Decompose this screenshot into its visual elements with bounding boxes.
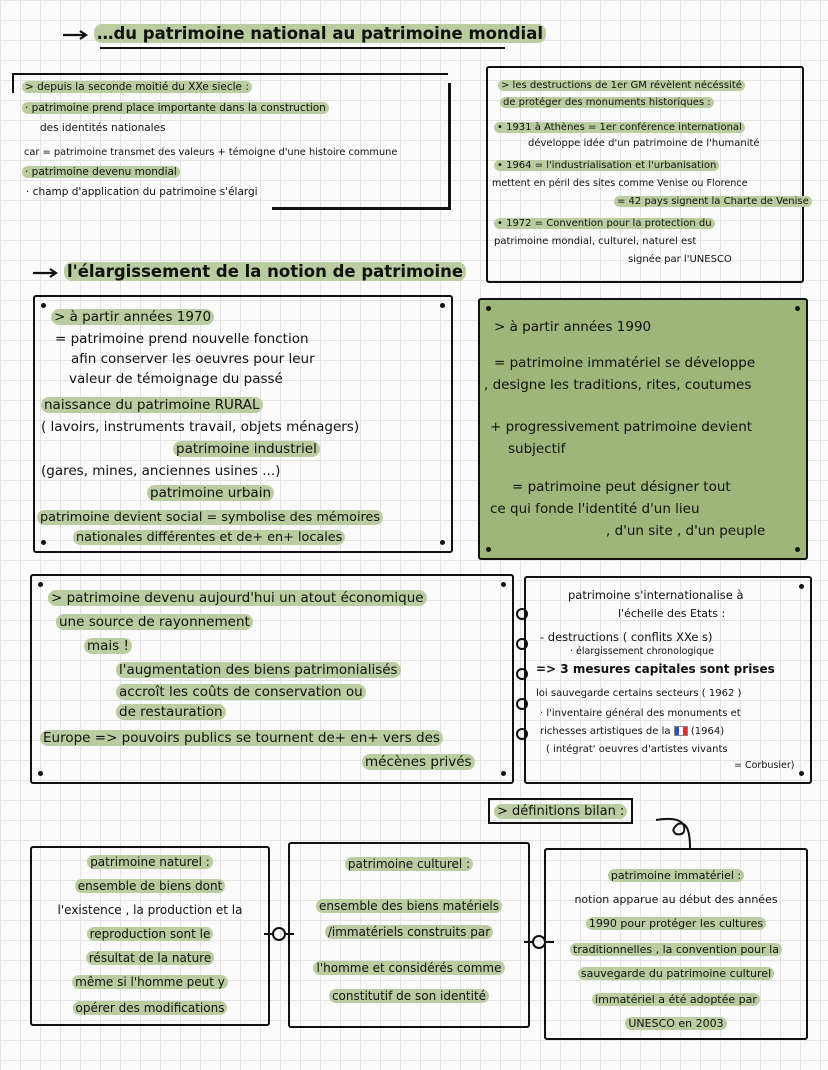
- inter-line-9: ( intégrat' oeuvres d'artistes vivants: [546, 744, 728, 755]
- history-line-9: patrimoine mondial, culturel, naturel est: [494, 236, 697, 247]
- naturel-line-5: même si l'homme peut y: [72, 975, 228, 989]
- spiral-ring-icon: [516, 728, 528, 740]
- box-1970-line-4: valeur de témoignage du passé: [69, 371, 283, 387]
- history-line-5: • 1964 = l'industrialisation et l'urbanisation: [494, 160, 719, 171]
- definition-naturel: [30, 846, 270, 1026]
- section-heading-2: [32, 262, 466, 281]
- eco-line-7: Europe => pouvoirs publics se tournent de+ en+ vers des: [40, 730, 443, 746]
- history-box: [486, 66, 809, 283]
- intro-line-3: des identités nationales: [40, 122, 166, 134]
- box-1990-line-5: subjectif: [508, 441, 566, 457]
- definitions-heading-box: [488, 798, 633, 824]
- box-1970-line-7: patrimoine industriel: [173, 441, 320, 457]
- immateriel-line-2: 1990 pour protéger les cultures: [586, 917, 766, 930]
- eco-line-8: mécènes privés: [362, 754, 475, 770]
- box-1990: [478, 298, 808, 560]
- naturel-line-4: résultat de la nature: [86, 951, 214, 965]
- history-line-6: mettent en péril des sites comme Venise ou Florence: [492, 178, 748, 189]
- intro-line-5: · patrimoine devenu mondial: [22, 166, 180, 178]
- culturel-line-3: l'homme et considérés comme: [313, 961, 504, 975]
- inter-line-1: patrimoine s'internationalise à: [568, 588, 744, 602]
- box-economique: [30, 574, 514, 784]
- eco-line-3: mais !: [84, 638, 132, 654]
- intro-line-6: · champ d'application du patrimoine s'élargi: [26, 186, 258, 198]
- eco-line-5: accroît les coûts de conservation ou: [116, 684, 366, 700]
- french-flag-icon: [674, 726, 688, 736]
- box-1990-line-2: = patrimoine immatériel se développe: [494, 355, 756, 371]
- immateriel-line-3: traditionnelles , la convention pour la: [570, 943, 782, 956]
- eco-line-2: une source de rayonnement: [56, 614, 253, 630]
- box-1990-line-8: , d'un site , d'un peuple: [606, 523, 766, 539]
- inter-line-4: · élargissement chronologique: [570, 646, 714, 657]
- intro-line-1: > depuis la seconde moitié du XXe siecle :: [22, 81, 252, 93]
- heading-1-text: …du patrimoine national au patrimoine mondial: [94, 24, 546, 43]
- immateriel-line-6: UNESCO en 2003: [625, 1017, 726, 1030]
- intro-box: [12, 73, 450, 211]
- link-connector-icon: [262, 922, 296, 946]
- spiral-ring-icon: [516, 638, 528, 650]
- box-1970: [33, 295, 453, 553]
- arrow-right-icon: [32, 268, 58, 278]
- box-1970-line-9: patrimoine urbain: [147, 485, 274, 501]
- inter-line-10: = Corbusier): [734, 760, 795, 771]
- naturel-line-6: opérer des modifications: [73, 1001, 228, 1015]
- heading-1-underline: [100, 47, 505, 49]
- arrow-right-icon: [62, 30, 88, 40]
- box-1970-line-10: patrimoine devient social = symbolise des mémoires: [37, 510, 383, 525]
- squiggle-connector-icon: [650, 810, 710, 850]
- section-heading-1: [62, 24, 546, 43]
- naturel-line-1: ensemble de biens dont: [75, 879, 226, 893]
- inter-line-8-year: (1964): [690, 726, 725, 737]
- box-1990-line-6: = patrimoine peut désigner tout: [512, 479, 731, 495]
- intro-line-2: · patrimoine prend place importante dans la construction: [22, 102, 329, 114]
- inter-line-3: - destructions ( conflits XXe s): [540, 630, 713, 644]
- history-line-8: • 1972 = Convention pour la protection du: [494, 218, 715, 229]
- definition-immateriel: [544, 848, 808, 1040]
- box-internationale: [524, 576, 812, 784]
- culturel-line-2: /immatériels construits par: [325, 925, 493, 939]
- inter-line-7: · l'inventaire général des monuments et: [540, 708, 741, 719]
- eco-line-1: > patrimoine devenu aujourd'hui un atout économique: [48, 590, 427, 606]
- immateriel-line-1: notion apparue au début des années: [574, 893, 778, 906]
- inter-line-5: => 3 mesures capitales sont prises: [536, 662, 775, 676]
- history-line-4: développe idée d'un patrimoine de l'humanité: [528, 138, 760, 149]
- definition-culturel: [288, 842, 530, 1028]
- spiral-ring-icon: [516, 608, 528, 620]
- box-1970-line-1: > à partir années 1970: [51, 309, 214, 325]
- eco-line-6: de restauration: [116, 704, 226, 720]
- naturel-title: patrimoine naturel :: [87, 855, 213, 869]
- box-1970-line-5: naissance du patrimoine RURAL: [41, 397, 263, 413]
- culturel-line-4: constitutif de son identité: [329, 989, 489, 1003]
- culturel-line-1: ensemble des biens matériels: [316, 899, 502, 913]
- history-line-3: • 1931 à Athènes = 1er conférence international: [494, 122, 745, 133]
- spiral-ring-icon: [516, 698, 528, 710]
- eco-line-4: l'augmentation des biens patrimonialisés: [116, 662, 401, 678]
- intro-line-4: car = patrimoine transmet des valeurs + témoigne d'une histoire commune: [24, 147, 398, 158]
- box-1990-line-3: , designe les traditions, rites, coutumes: [484, 377, 752, 393]
- history-line-1: > les destructions de 1er GM révèlent nécéssité: [498, 80, 745, 91]
- box-1990-line-1: > à partir années 1990: [494, 319, 652, 335]
- box-1970-line-11: nationales différentes et de+ en+ locales: [73, 530, 345, 545]
- heading-2-text: l'élargissement de la notion de patrimoine: [64, 262, 466, 281]
- history-line-7: = 42 pays signent la Charte de Venise: [614, 196, 812, 207]
- box-1970-line-8: (gares, mines, anciennes usines ...): [41, 463, 281, 479]
- inter-line-6: loi sauvegarde certains secteurs ( 1962 ): [536, 688, 742, 699]
- history-line-10: signée par l'UNESCO: [628, 254, 732, 265]
- culturel-title: patrimoine culturel :: [345, 857, 473, 871]
- history-line-2: de protéger des monuments historiques :: [500, 97, 714, 108]
- naturel-line-2: l'existence , la production et la: [57, 903, 243, 917]
- box-1990-line-4: + progressivement patrimoine devient: [490, 419, 753, 435]
- box-1990-line-7: ce qui fonde l'identité d'un lieu: [490, 501, 700, 517]
- box-1970-line-2: = patrimoine prend nouvelle fonction: [55, 331, 309, 347]
- inter-line-2: l'échelle des Etats :: [618, 607, 726, 620]
- inter-line-8: richesses artistiques de la: [540, 726, 671, 737]
- definitions-heading: > définitions bilan :: [494, 804, 627, 819]
- immateriel-line-5: immatériel a été adoptée par: [592, 993, 760, 1006]
- naturel-line-3: reproduction sont le: [87, 927, 214, 941]
- immateriel-line-4: sauvegarde du patrimoine culturel: [578, 967, 774, 980]
- immateriel-title: patrimoine immatériel :: [608, 869, 744, 882]
- box-1970-line-3: afin conserver les oeuvres pour leur: [71, 351, 315, 367]
- box-1970-line-6: ( lavoirs, instruments travail, objets ménagers): [41, 419, 360, 435]
- spiral-ring-icon: [516, 668, 528, 680]
